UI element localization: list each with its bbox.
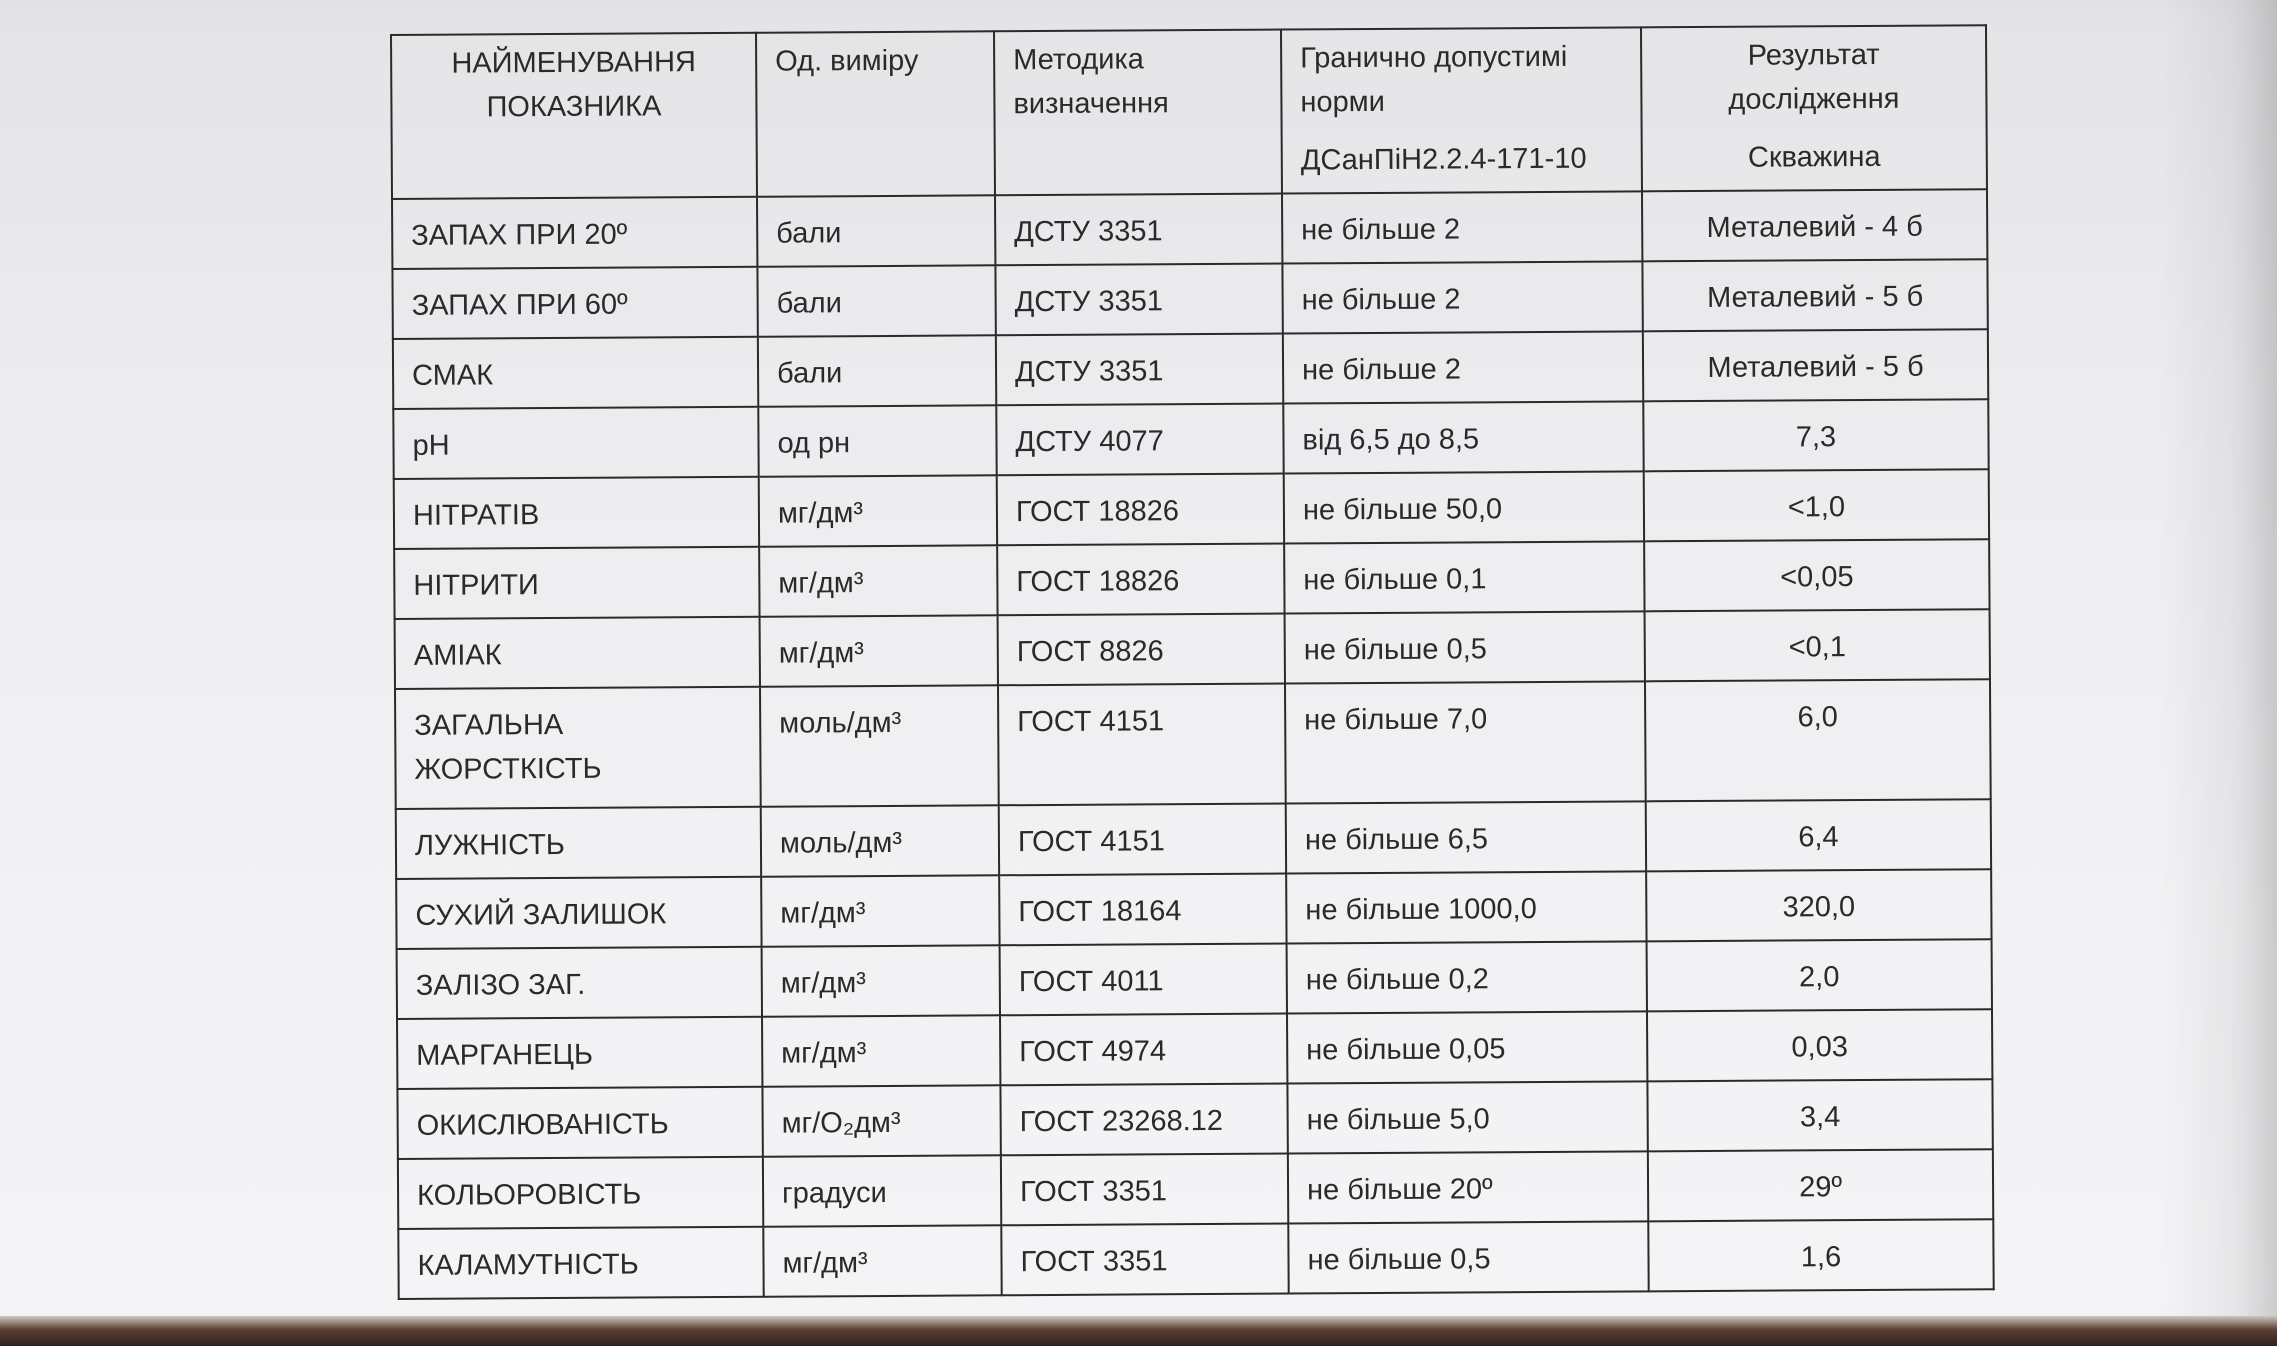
- header-name: [391, 33, 757, 199]
- indicator-name-cell: НІТРАТІВ: [394, 477, 759, 549]
- header-method: [994, 30, 1282, 196]
- indicator-name-cell: ЗАЛІЗО ЗАГ.: [397, 947, 762, 1019]
- table-row: [394, 469, 1989, 549]
- header-unit: [756, 31, 995, 196]
- unit-cell: градуси: [763, 1155, 1001, 1226]
- method-cell: ДСТУ 3351: [996, 334, 1283, 406]
- indicator-name-cell: ЗАПАХ ПРИ 20º: [392, 197, 757, 269]
- table-row: [398, 1219, 1993, 1299]
- result-cell: 7,3: [1643, 399, 1988, 471]
- header-unit-line: Од. виміру: [775, 44, 919, 78]
- unit-cell: мг/дм³: [760, 615, 998, 686]
- header-method-line: визначення: [1013, 87, 1169, 121]
- method-cell: ГОСТ 18826: [997, 544, 1284, 616]
- header-row: [391, 25, 1987, 199]
- unit-cell: моль/дм³: [761, 805, 999, 876]
- table-row: [396, 869, 1991, 949]
- result-cell: 6,0: [1645, 679, 1991, 801]
- method-cell: ГОСТ 18826: [997, 474, 1284, 546]
- table-row: [392, 189, 1987, 269]
- result-cell: <1,0: [1644, 469, 1989, 541]
- indicator-name-cell: СУХИЙ ЗАЛИШОК: [396, 877, 761, 949]
- method-cell: ГОСТ 3351: [1001, 1154, 1288, 1226]
- indicator-name-cell: pH: [393, 407, 758, 479]
- norm-cell: не більше 20º: [1288, 1151, 1648, 1223]
- header-result: [1641, 25, 1987, 191]
- method-cell: ДСТУ 4077: [996, 404, 1283, 476]
- unit-cell: моль/дм³: [760, 685, 999, 806]
- result-cell: Металевий - 4 б: [1642, 189, 1987, 261]
- indicator-name-cell: ЗАГАЛЬНА ЖОРСТКІСТЬ: [395, 687, 761, 809]
- norm-cell: не більше 0,05: [1287, 1011, 1647, 1083]
- method-cell: ДСТУ 3351: [995, 194, 1282, 266]
- method-cell: ГОСТ 18164: [999, 874, 1286, 946]
- table-row: [393, 399, 1988, 479]
- indicator-name-cell: МАРГАНЕЦЬ: [397, 1017, 762, 1089]
- method-cell: ГОСТ 4011: [1000, 944, 1287, 1016]
- result-cell: <0,05: [1644, 539, 1989, 611]
- result-cell: Металевий - 5 б: [1642, 259, 1987, 331]
- header-result-line: дослідження: [1728, 82, 1900, 116]
- unit-cell: мг/дм³: [761, 875, 999, 946]
- result-cell: 2,0: [1647, 939, 1992, 1011]
- norm-cell: не більше 1000,0: [1286, 871, 1646, 943]
- result-cell: 320,0: [1646, 869, 1991, 941]
- norm-cell: не більше 5,0: [1287, 1081, 1647, 1153]
- table-row: [397, 939, 1992, 1019]
- norm-cell: не більше 7,0: [1285, 681, 1646, 803]
- method-cell: ГОСТ 4151: [999, 804, 1286, 876]
- table-row: [397, 1009, 1992, 1089]
- header-norm-line: ДСанПіН2.2.4-171-10: [1300, 142, 1587, 177]
- norm-cell: не більше 0,5: [1285, 611, 1645, 683]
- result-cell: <0,1: [1645, 609, 1990, 681]
- method-cell: ГОСТ 4151: [998, 684, 1286, 806]
- unit-cell: бали: [757, 195, 995, 266]
- unit-cell: мг/О₂дм³: [762, 1085, 1000, 1156]
- method-cell: ГОСТ 4974: [1000, 1014, 1287, 1086]
- header-method-line: Методика: [1013, 43, 1144, 77]
- table-surface: [0, 1316, 2277, 1346]
- method-cell: ГОСТ 3351: [1001, 1224, 1288, 1296]
- unit-cell: мг/дм³: [763, 1225, 1001, 1296]
- header-name-line: НАЙМЕНУВАННЯ: [451, 46, 697, 80]
- table-row: [397, 1079, 1992, 1159]
- table-row: [394, 539, 1989, 619]
- norm-cell: не більше 0,1: [1284, 541, 1644, 613]
- indicator-name-cell: НІТРИТИ: [394, 547, 759, 619]
- unit-cell: мг/дм³: [762, 945, 1000, 1016]
- header-result-line: Результат: [1747, 38, 1880, 72]
- table-row: [396, 799, 1991, 879]
- norm-cell: не більше 2: [1283, 331, 1643, 403]
- table-row: [395, 609, 1990, 689]
- norm-cell: не більше 50,0: [1284, 471, 1644, 543]
- indicator-name-cell: ЗАПАХ ПРИ 60º: [392, 267, 757, 339]
- norm-cell: не більше 0,5: [1288, 1221, 1648, 1293]
- table-row: [398, 1149, 1993, 1229]
- header-norm-line: норми: [1300, 85, 1385, 119]
- result-cell: 6,4: [1646, 799, 1991, 871]
- unit-cell: бали: [758, 335, 996, 406]
- header-name-line: ПОКАЗНИКА: [486, 90, 662, 124]
- norm-cell: не більше 2: [1282, 191, 1642, 263]
- indicator-name-cell: КАЛАМУТНІСТЬ: [398, 1227, 763, 1299]
- result-cell: 3,4: [1647, 1079, 1992, 1151]
- indicator-name-cell: КОЛЬОРОВІСТЬ: [398, 1157, 763, 1229]
- norm-cell: не більше 2: [1282, 261, 1642, 333]
- table-row: [395, 679, 1991, 809]
- norm-cell: від 6,5 до 8,5: [1283, 401, 1643, 473]
- result-cell: 29º: [1648, 1149, 1993, 1221]
- indicator-name-cell: СМАК: [393, 337, 758, 409]
- indicator-name-cell: ЛУЖНІСТЬ: [396, 807, 761, 879]
- indicator-name-cell: ОКИСЛЮВАНІСТЬ: [397, 1087, 762, 1159]
- unit-cell: мг/дм³: [759, 545, 997, 616]
- unit-cell: мг/дм³: [762, 1015, 1000, 1086]
- indicator-name-cell: АМІАК: [395, 617, 760, 689]
- norm-cell: не більше 6,5: [1286, 801, 1646, 873]
- result-cell: 0,03: [1647, 1009, 1992, 1081]
- paper-shadow: [2160, 0, 2277, 1322]
- header-result-line: Скважина: [1747, 140, 1881, 174]
- table-row: [393, 329, 1988, 409]
- method-cell: ГОСТ 8826: [998, 614, 1285, 686]
- unit-cell: бали: [757, 265, 995, 336]
- norm-cell: не більше 0,2: [1287, 941, 1647, 1013]
- unit-cell: мг/дм³: [759, 475, 997, 546]
- method-cell: ГОСТ 23268.12: [1000, 1084, 1287, 1156]
- result-cell: Металевий - 5 б: [1643, 329, 1988, 401]
- method-cell: ДСТУ 3351: [995, 264, 1282, 336]
- result-cell: 1,6: [1648, 1219, 1993, 1291]
- header-norm-line: Гранично допустимі: [1300, 40, 1568, 75]
- water-analysis-table: [390, 24, 1995, 1300]
- table-row: [392, 259, 1987, 339]
- unit-cell: од рн: [758, 405, 996, 476]
- header-norm: [1281, 27, 1642, 193]
